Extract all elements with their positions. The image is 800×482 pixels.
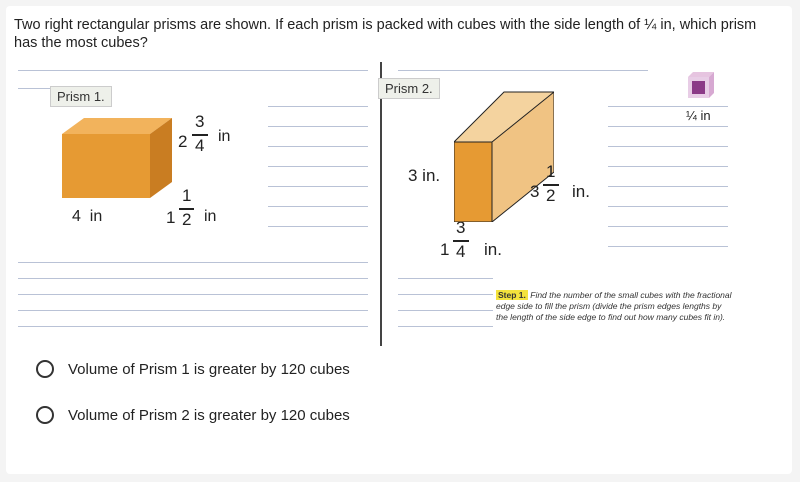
answer-2-label[interactable]: Volume of Prism 2 is greater by 120 cubes	[68, 407, 350, 424]
step-tag: Step 1.	[498, 290, 526, 300]
prism1-label: Prism 1.	[50, 86, 112, 107]
prism1-shape	[62, 118, 180, 200]
prism1-length: 4 in	[72, 208, 103, 225]
step-text: Find the number of the small cubes with the fractional edge side to fill the prism (divide the prism edges lengths by the length of the side edge to find out how many cubes fit in).	[496, 290, 732, 322]
prism1-depth-label: 1 1 2 in	[166, 186, 217, 229]
answer-1-radio[interactable]	[36, 360, 54, 378]
prism2-length-label: 3 1 2 in.	[530, 162, 590, 205]
prism1-height-label: 2 3 4 in	[178, 112, 231, 155]
prism2-depth-label: 1 3 4 in.	[440, 218, 502, 261]
unit-cube-label: ¼ in	[686, 108, 711, 123]
prism2-height: 3 in.	[408, 166, 441, 185]
step-note	[496, 290, 732, 323]
unit-cube-shape	[686, 70, 716, 100]
answer-1-label[interactable]: Volume of Prism 1 is greater by 120 cubes	[68, 361, 350, 378]
problem-figure	[18, 62, 736, 342]
answer-2-radio[interactable]	[36, 406, 54, 424]
prism-divider	[380, 62, 382, 346]
question-text: Two right rectangular prisms are shown. If each prism is packed with cubes with the side length of ¼ in, which prism has the most cubes?	[14, 17, 757, 51]
prism2-label: Prism 2.	[378, 78, 440, 99]
question-card	[6, 6, 792, 474]
